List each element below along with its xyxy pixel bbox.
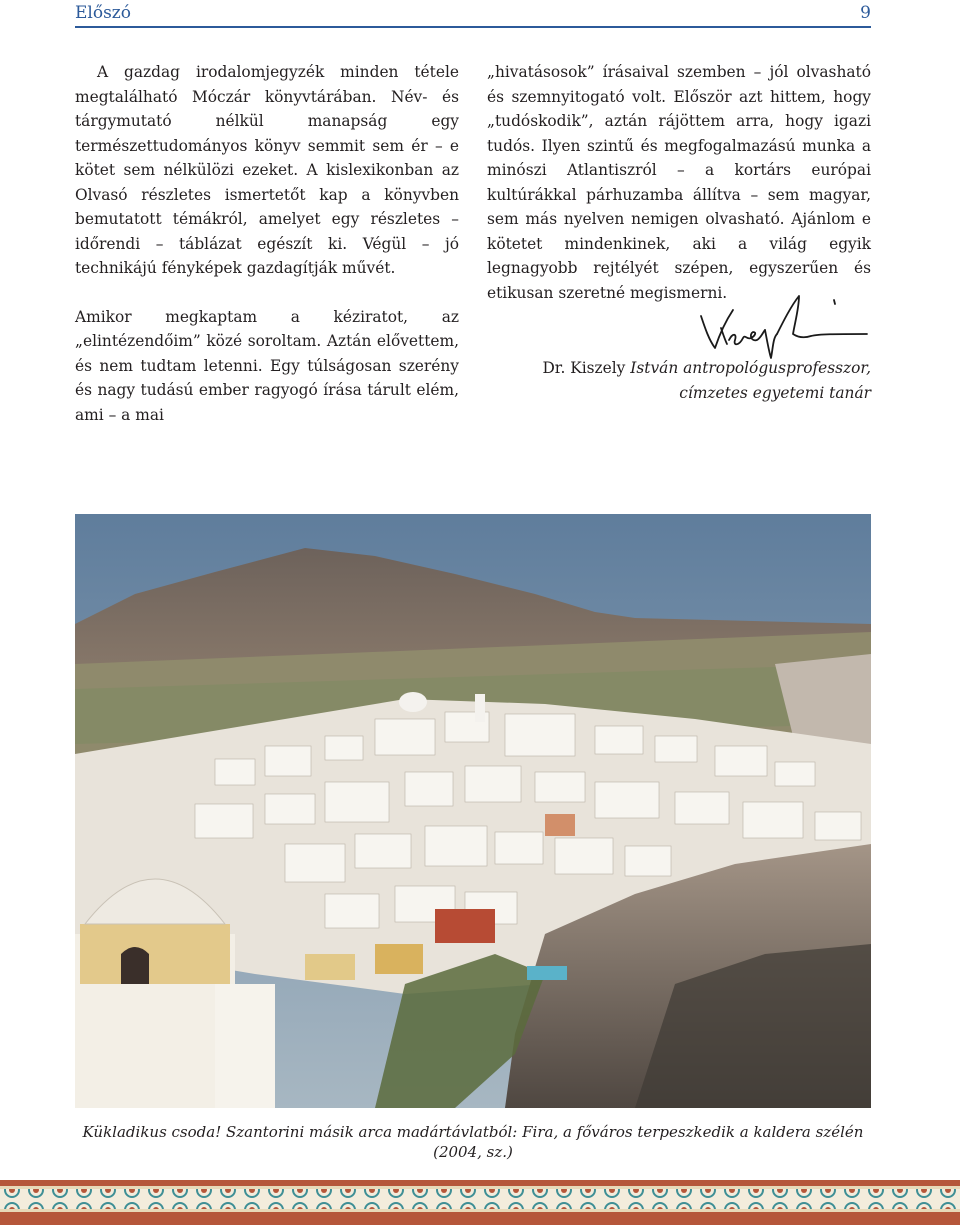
signature-block — [487, 356, 871, 405]
left-paragraph-2: Amikor megkaptam a kéziratot, az „elintézendőim” közé soroltam. Aztán elővettem, és nem tudtam letenni. Egy túlságosan szerény és nagy tudású ember ragyogó írása tárult elém, ami – a mai — [75, 307, 459, 424]
running-header — [75, 2, 871, 28]
santorini-photo — [75, 514, 871, 1108]
right-paragraph-1: „hivatásosok” írásaival szemben – jól olvasható és szemnyitogató volt. Először azt hittem, hogy „tudóskodik”, aztán rájöttem arra, hogy igazi tudós. Ilyen szintű és megfogalmazású munka a minószi Atlantiszról – a kortárs európai kultúrákkal párhuzamba állítva – sem magyar, sem más nyelven nemigen olvasható. Ajánlom e kötetet mindenkinek, aki a világ egyik legnagyobb rejtélyét szépen, egyszerűen és etikusan szeretné megismerni. — [487, 63, 871, 302]
signatory-given-name-title: István antropológusprofesszor, — [630, 359, 871, 377]
left-column — [75, 60, 459, 427]
signatory-prefix: Dr. Kiszely — [542, 359, 631, 377]
left-paragraph-1: A gazdag irodalomjegyzék minden tétele megtalálható Móczár könyvtárában. Név- és tárgymutató nélkül manapság egy természettudományos könyv semmit sem ér – e kötet sem nélkülözi ezeket. A kislexikonban az Olvasó részletes ismertetőt kap a könyvben bemutatott témákról, amelyet egy részletes – időrendi – táblázat egészít ki. Végül – jó technikájú fényképek gazdagítják művét. — [75, 63, 459, 277]
decorative-border — [0, 1180, 960, 1225]
signatory-title: címzetes egyetemi tanár — [679, 383, 871, 402]
handwritten-signature — [695, 282, 870, 362]
page-number: 9 — [860, 3, 871, 23]
signatory-name — [487, 356, 871, 381]
section-title: Előszó — [75, 3, 131, 23]
photo-caption: Kükladikus csoda! Szantorini másik arca madártávlatból: Fira, a főváros terpeszkedik a kaldera szélén (2004, sz.) — [82, 1123, 864, 1161]
right-column — [487, 60, 871, 305]
santorini-photo-illustration — [75, 514, 871, 1108]
